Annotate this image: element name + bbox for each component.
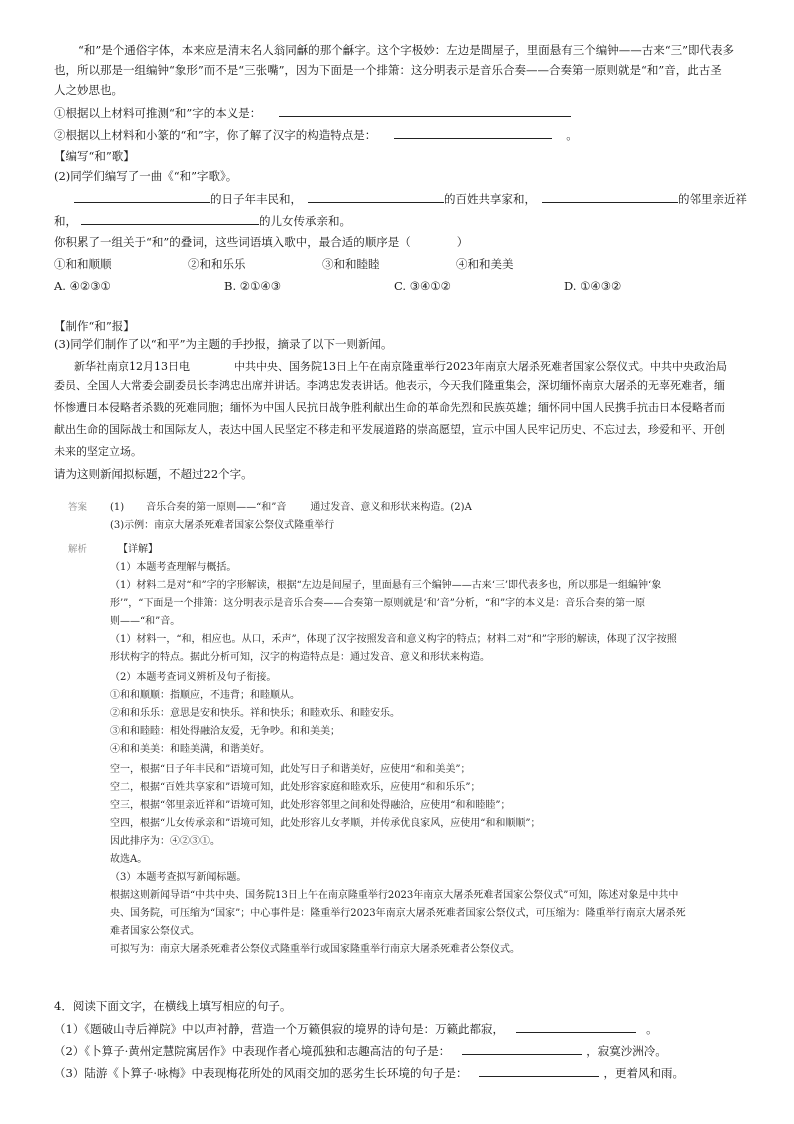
- news-line: 献出生命的国际战士和国际友人，表达中国人民坚定不移走和平发展道路的崇高愿望，宣示中国人民牢记历史、不忘过去，珍爱和平、开创: [54, 423, 725, 436]
- analysis-line: ①和和顺顺：指顺应，不违背；和睦顺从。: [110, 690, 300, 701]
- question-text: 你积累了一组关于“和”的叠词，这些词语填入歌中，最合适的顺序是（ ）: [54, 235, 469, 249]
- question-2: [54, 126, 578, 143]
- section-heading: 【制作“和”报】: [54, 319, 135, 333]
- q4-text: （1）《题破山寺后禅院》中以声衬静，营造一个万籁俱寂的境界的诗句是：万籁此都寂，: [54, 1022, 505, 1036]
- song-text: 和，: [54, 214, 77, 228]
- answer-text: 音乐合奏的第一原则——“和”音: [146, 502, 287, 513]
- option-a[interactable]: A. ④②③①: [54, 279, 111, 293]
- answer-blank[interactable]: [394, 126, 552, 139]
- analysis-line: 根据这则新闻导语“中共中央、国务院13日上午在南京隆重举行2023年南京大屠杀死难者国家公祭仪式”可知，陈述对象是中共中: [110, 890, 679, 901]
- analysis-line: 央、国务院，可压缩为“国家”；中心事件是：隆重举行2023年南京大屠杀死难者国家公祭仪式，可压缩为：隆重举行南京大屠杀死: [110, 908, 686, 919]
- option-b[interactable]: B. ②①④③: [224, 279, 282, 293]
- material-line: 人之妙思也。: [54, 83, 123, 97]
- option-d[interactable]: D. ①④③②: [564, 279, 622, 293]
- answer-tag: [68, 500, 87, 515]
- analysis-line: （1）材料二是对“和”字的字形解读，根据“左边是间屋子，里面悬有三个编钟——古来‘三’即代表多也，所以那是一组编钟‘象: [110, 580, 662, 591]
- analysis-line: 形’”，“下面是一个排箫：这分明表示是音乐合奏——合奏第一原则就是‘和’音”分析，“和”字的本义是：音乐合奏的第一原: [110, 598, 646, 609]
- song-text: 的百姓共享家和，: [444, 192, 536, 206]
- q4-blank-1[interactable]: [516, 1020, 636, 1033]
- q4-text: （3）陆游《卜算子·咏梅》中表现梅花所处的风雨交加的恶劣生长环境的句子是：: [54, 1066, 468, 1080]
- analysis-line: 可拟写为：南京大屠杀死难者公祭仪式隆重举行或国家隆重举行南京大屠杀死难者公祭仪式。: [110, 944, 520, 955]
- q4-text: ，寂寞沙洲冷。: [586, 1044, 667, 1058]
- song-text: 的日子年丰民和，: [210, 192, 302, 206]
- analysis-line: 故选A。: [110, 854, 148, 865]
- q4-blank-2[interactable]: [462, 1042, 582, 1055]
- q4-text: 。: [646, 1022, 658, 1036]
- question-2-end: 。: [566, 128, 578, 142]
- word-item: ①和和顺顺: [54, 257, 112, 271]
- song-blank-2[interactable]: [308, 190, 444, 203]
- material-line: 也，所以那是一组编钟“象形”而不是“三张嘴”，因为下面是一个排箫：这分明表示是音乐合奏——合奏第一原则就是“和”音，此古圣: [54, 63, 722, 77]
- analysis-line: 难者国家公祭仪式。: [110, 926, 200, 937]
- news-line: 怀惨遭日本侵略者杀戮的死难同胞；缅怀为中国人民抗日战争胜利献出生命的革命先烈和民族英雄；缅怀同中国人民携手抗击日本侵略者而: [54, 401, 725, 414]
- analysis-line: ③和和睦睦：相处得融洽友爱，无争吵。和和美美；: [110, 726, 340, 737]
- song-line: [74, 190, 747, 207]
- word-list: [54, 256, 554, 272]
- news-line: 未来的坚定立场。: [54, 445, 142, 458]
- answer-text: 通过发音、意义和形状来构造。(2)A: [310, 502, 472, 513]
- analysis-line: 因此排序为：④②③①。: [110, 836, 220, 847]
- section-heading: 【编写“和”歌】: [54, 149, 135, 163]
- analysis-line: 空四，根据“儿女传承亲和”语境可知，此处形容儿女孝顺，并传承优良家风，应使用“和和顺顺”；: [110, 818, 541, 829]
- song-blank-1[interactable]: [74, 190, 210, 203]
- song-text: 的儿女传承亲和。: [259, 214, 351, 228]
- analysis-line: 【详解】: [118, 544, 158, 555]
- q4-blank-3[interactable]: [479, 1064, 599, 1077]
- news-body: [74, 356, 744, 378]
- word-item: ③和和睦睦: [322, 257, 380, 271]
- analysis-line: （2）本题考查词义辨析及句子衔接。: [110, 672, 277, 683]
- section-intro: (2)同学们编写了一曲《“和”字歌》。: [54, 169, 238, 183]
- analysis-line: 形状构字的特点。据此分析可知，汉字的构造特点是：通过发音、意义和形状来构造。: [110, 652, 490, 663]
- option-list: [54, 278, 654, 294]
- analysis-line: 则——“和”音。: [110, 616, 181, 627]
- song-line: [54, 212, 351, 229]
- analysis-line: ②和和乐乐：意思是安和快乐。祥和快乐；和睦欢乐、和睦安乐。: [110, 708, 400, 719]
- song-blank-4[interactable]: [81, 212, 259, 225]
- section-intro: (3)同学们制作了以“和平”为主题的手抄报，摘录了以下一则新闻。: [54, 337, 393, 351]
- song-blank-3[interactable]: [542, 190, 678, 203]
- analysis-line: 空三，根据“邻里亲近祥和”语境可知，此处形容邻里之间和处得融洽，应使用“和和睦睦”；: [110, 800, 511, 811]
- question-1-text: ①根据以上材料可推测“和”字的本义是：: [54, 106, 262, 120]
- news-line: 新华社南京12月13日电 中共中央、国务院13日上午在南京隆重举行2023年南京大屠杀死难者国家公祭仪式。中共中央政治局: [74, 360, 727, 373]
- q4-line: [54, 1064, 684, 1081]
- song-text: 的邻里亲近祥: [678, 192, 747, 206]
- analysis-line: 空一，根据“日子年丰民和”语境可知，此处写日子和谐美好，应使用“和和美美”；: [110, 764, 471, 775]
- q4-title: 4．阅读下面文字，在横线上填写相应的句子。: [54, 999, 292, 1013]
- analysis-line: （1）本题考查理解与概括。: [110, 562, 237, 573]
- question-1: [54, 104, 571, 121]
- answer-tag-label: 答案: [68, 502, 88, 513]
- news-line: 委员、全国人大常委会副委员长李鸿忠出席并讲话。李鸿忠发表讲话。他表示，今天我们隆重集会，深切缅怀南京大屠杀的无辜死难者，缅: [54, 379, 725, 392]
- q4-text: ，更着风和雨。: [603, 1066, 684, 1080]
- material-line: “和”是个通俗字体，本来应是清末名人翁同龢的那个龢字。这个字极妙：左边是間屋子，里面悬有三个编钟——古来“三”即代表多: [78, 43, 735, 57]
- q4-text: （2）《卜算子·黄州定慧院寓居作》中表现作者心境孤独和志趣高洁的句子是：: [54, 1044, 451, 1058]
- word-item: ④和和美美: [456, 257, 514, 271]
- analysis-tag: [68, 542, 87, 557]
- analysis-line: （1）材料一，“和，相应也。从口，禾声”，体现了汉字按照发音和意义构字的特点；材料二对“和”字形的解读，体现了汉字按照: [110, 634, 677, 645]
- answer-line: [110, 500, 472, 515]
- word-item: ②和和乐乐: [188, 257, 246, 271]
- answer-num: (1): [110, 502, 125, 513]
- q4-line: [54, 1020, 658, 1037]
- answer-blank[interactable]: [279, 104, 571, 117]
- analysis-tag-label: 解析: [68, 544, 88, 555]
- q4-line: [54, 1042, 667, 1059]
- answer-line: (3)示例：南京大屠杀死难者国家公祭仪式隆重举行: [110, 520, 335, 531]
- task-text: 请为这则新闻拟标题，不超过22个字。: [54, 467, 253, 481]
- question-2-text: ②根据以上材料和小篆的“和”字，你了解了汉字的构造特点是：: [54, 128, 377, 142]
- analysis-line: ④和和美美：和睦美满，和谐美好。: [110, 744, 270, 755]
- analysis-line: 空二，根据“百姓共享家和”语境可知，此处形容家庭和睦欢乐，应使用“和和乐乐”；: [110, 782, 481, 793]
- option-c[interactable]: C. ③④①②: [394, 279, 451, 293]
- analysis-line: （3）本题考查拟写新闻标题。: [110, 872, 247, 883]
